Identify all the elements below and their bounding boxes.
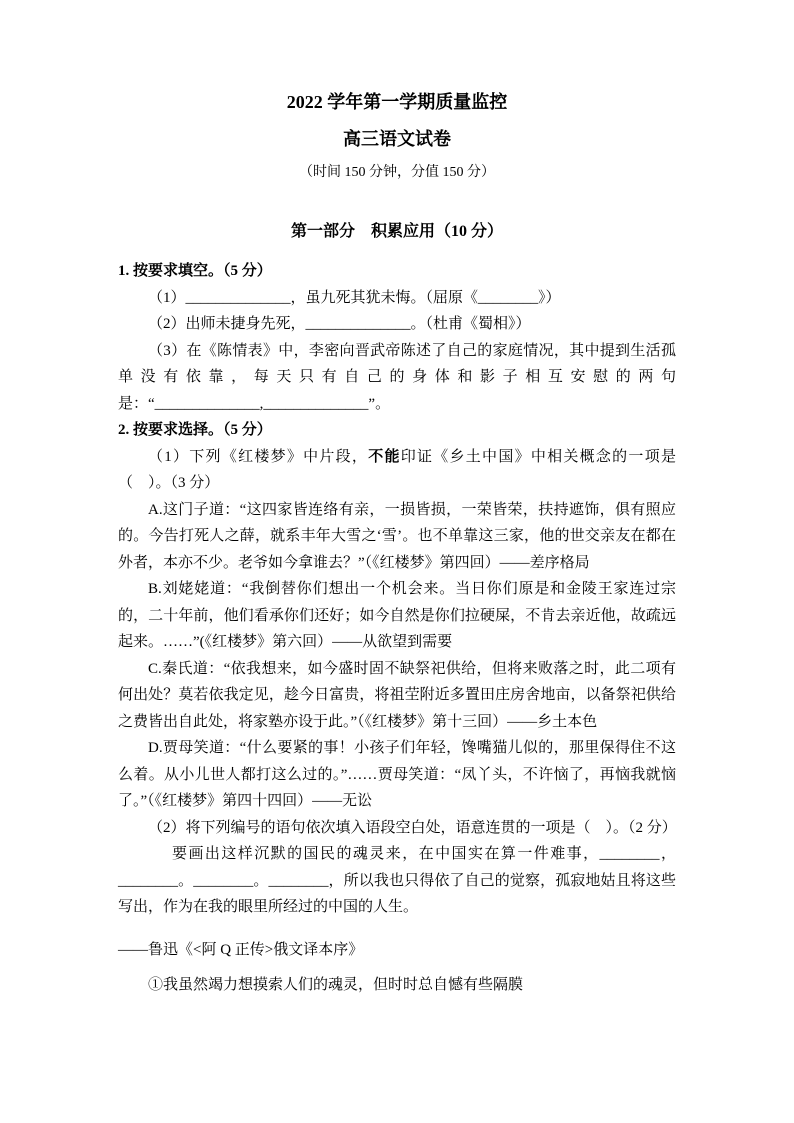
part1-heading: 第一部分 积累应用（10 分） <box>290 223 503 240</box>
question1-heading: 1. 按要求填空。（5 分） <box>118 263 272 279</box>
exam-meta-time-score: （时间 150 分钟，分值 150 分） <box>299 165 495 180</box>
question2-heading: 2. 按要求选择。（5 分） <box>118 422 272 438</box>
question2-sub1-stem-pre: （1）下列《红楼梦》中片段， <box>148 448 369 465</box>
question2-sub1-stem <box>118 444 676 497</box>
exam-title: 2022 学年第一学期质量监控 <box>286 92 508 112</box>
question2-sub1-option-a: A.这门子道：“这四家皆连络有亲，一损皆损，一荣皆荣，扶持遮饰，俱有照应的。今告打死人之薛，就系丰年大雪之‘雪’。也不单靠这三家，他的世交亲友在都在外者，本亦不少。老爷如今拿谁去？”（《红楼梦》第四回）——差序格局 <box>118 501 676 571</box>
question2-sub2-source-attribution: ——鲁迅《<阿 Q 正传>俄文译本序》 <box>118 941 364 958</box>
question2-sub2-stem: （2）将下列编号的语句依次填入语段空白处，语意连贯的一项是（ ）。（2 分） <box>148 819 677 836</box>
question2-sub1-stem-post: 印证《乡土中国》中相关概念的一项是（ ）。（3 分） <box>118 448 676 491</box>
question1-item-3: （3）在《陈情表》中，李密向晋武帝陈述了自己的家庭情况，其中提到生活孤单没有依靠，每天只有自己的身体和影子相互安慰的两句是：“______________,______________”。 <box>118 342 676 412</box>
question2-sub1-option-c: C.秦氏道：“依我想来，如今盛时固不缺祭祀供给，但将来败落之时，此二项有何出处？莫若依我定见，趁今日富贵，将祖茔附近多置田庄房舍地亩，以备祭祀供给之费皆出自此处，将家塾亦设于此。”（《红楼梦》第十三回）——乡土本色 <box>118 660 676 730</box>
question2-sub1-option-d: D.贾母笑道：“什么要紧的事！小孩子们年轻，馋嘴猫儿似的，那里保得住不这么着。从小儿世人都打这么过的。”……贾母笑道：“凤丫头，不许恼了，再恼我就恼了。”（《红楼梦》第四十四回）——无讼 <box>118 740 676 809</box>
question2-sub1-stem-emphasis: 不能 <box>368 448 401 465</box>
question2-sub1-option-b: B.刘姥姥道：“我倒替你们想出一个机会来。当日你们原是和金陵王家连过宗的，二十年前，他们看承你们还好；如今自然是你们拉硬屎，不肯去亲近他，故疏远起来。……”(《红楼梦》第六回）——从欲望到需要 <box>118 581 676 650</box>
exam-subtitle: 高三语文试卷 <box>343 129 451 149</box>
question1-item-2: （2）出师未捷身先死，______________。（杜甫《蜀相》） <box>148 316 531 332</box>
question2-sub2-numbered-item-1: ①我虽然竭力想摸索人们的魂灵，但时时总自憾有些隔膜 <box>148 977 524 993</box>
question1-item-1: （1）______________，虽九死其犹未悔。（屈原《________》） <box>148 289 561 306</box>
question2-sub2-passage: 要画出这样沉默的国民的魂灵来，在中国实在算一件难事，________，________。________。________，所以我也只得依了自己的觉察，孤寂地姑且将这些写出，作为在我的眼里所经过的中国的人生。 <box>118 846 676 915</box>
